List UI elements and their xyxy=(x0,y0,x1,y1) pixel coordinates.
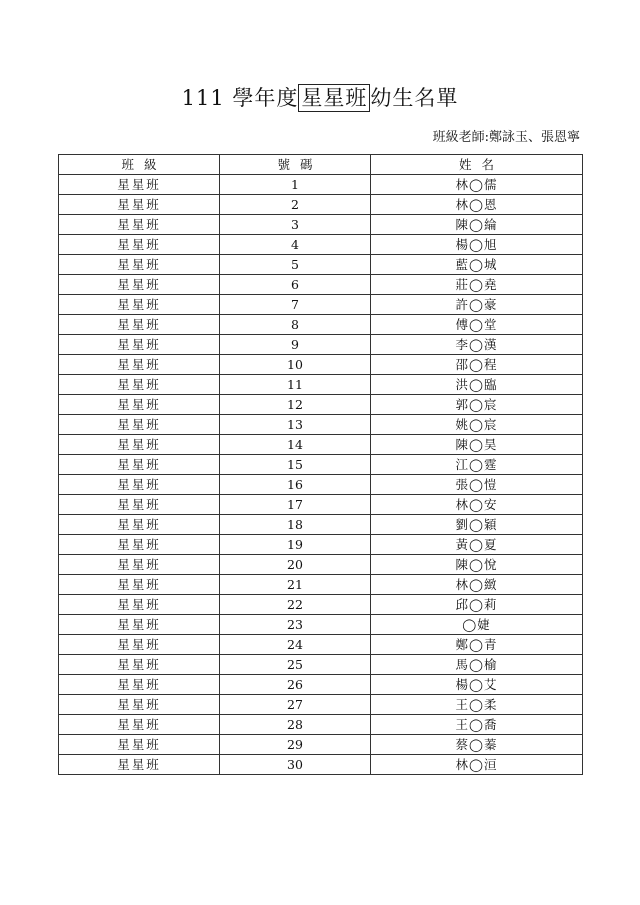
cell-number: 6 xyxy=(220,275,371,295)
table-row xyxy=(59,455,583,475)
cell-number: 17 xyxy=(220,495,371,515)
cell-class: 星星班 xyxy=(59,355,220,375)
cell-class: 星星班 xyxy=(59,715,220,735)
cell-name: 林◯洹 xyxy=(371,755,583,775)
table-row xyxy=(59,395,583,415)
table-row xyxy=(59,715,583,735)
cell-class: 星星班 xyxy=(59,235,220,255)
cell-number: 24 xyxy=(220,635,371,655)
cell-name: 張◯愷 xyxy=(371,475,583,495)
cell-number: 5 xyxy=(220,255,371,275)
table-row xyxy=(59,235,583,255)
cell-number: 3 xyxy=(220,215,371,235)
cell-class: 星星班 xyxy=(59,495,220,515)
cell-class: 星星班 xyxy=(59,735,220,755)
cell-class: 星星班 xyxy=(59,255,220,275)
cell-number: 9 xyxy=(220,335,371,355)
header-name: 姓名 xyxy=(371,155,583,175)
cell-name: 陳◯悅 xyxy=(371,555,583,575)
table-row xyxy=(59,295,583,315)
cell-class: 星星班 xyxy=(59,275,220,295)
cell-name: 王◯柔 xyxy=(371,695,583,715)
cell-number: 4 xyxy=(220,235,371,255)
cell-number: 2 xyxy=(220,195,371,215)
cell-number: 14 xyxy=(220,435,371,455)
teacher-line: 班級老師:鄭詠玉、張恩寧 xyxy=(432,130,580,145)
cell-name: ◯婕 xyxy=(371,615,583,635)
cell-class: 星星班 xyxy=(59,635,220,655)
cell-name: 林◯恩 xyxy=(371,195,583,215)
cell-name: 楊◯旭 xyxy=(371,235,583,255)
cell-number: 21 xyxy=(220,575,371,595)
cell-name: 姚◯宸 xyxy=(371,415,583,435)
cell-name: 陳◯昊 xyxy=(371,435,583,455)
cell-name: 邱◯莉 xyxy=(371,595,583,615)
table-row xyxy=(59,555,583,575)
cell-number: 29 xyxy=(220,735,371,755)
cell-number: 19 xyxy=(220,535,371,555)
table-row xyxy=(59,615,583,635)
table-row xyxy=(59,355,583,375)
cell-number: 27 xyxy=(220,695,371,715)
title-class-name: 星星班 xyxy=(298,84,370,112)
cell-name: 林◯安 xyxy=(371,495,583,515)
table-row xyxy=(59,675,583,695)
table-body xyxy=(59,175,583,775)
cell-class: 星星班 xyxy=(59,655,220,675)
table-row xyxy=(59,475,583,495)
cell-name: 李◯漢 xyxy=(371,335,583,355)
cell-name: 莊◯堯 xyxy=(371,275,583,295)
cell-name: 傅◯堂 xyxy=(371,315,583,335)
table-row xyxy=(59,635,583,655)
table-row xyxy=(59,415,583,435)
cell-class: 星星班 xyxy=(59,375,220,395)
cell-name: 王◯喬 xyxy=(371,715,583,735)
cell-class: 星星班 xyxy=(59,615,220,635)
cell-number: 10 xyxy=(220,355,371,375)
cell-class: 星星班 xyxy=(59,755,220,775)
cell-class: 星星班 xyxy=(59,335,220,355)
title-prefix: 111 學年度 xyxy=(181,86,299,110)
cell-number: 28 xyxy=(220,715,371,735)
cell-name: 藍◯城 xyxy=(371,255,583,275)
table-row xyxy=(59,735,583,755)
table-row xyxy=(59,595,583,615)
table-row xyxy=(59,695,583,715)
cell-class: 星星班 xyxy=(59,555,220,575)
table-row xyxy=(59,575,583,595)
cell-number: 15 xyxy=(220,455,371,475)
cell-class: 星星班 xyxy=(59,315,220,335)
cell-class: 星星班 xyxy=(59,195,220,215)
cell-name: 馬◯榆 xyxy=(371,655,583,675)
cell-number: 23 xyxy=(220,615,371,635)
table-row xyxy=(59,375,583,395)
table-row xyxy=(59,755,583,775)
cell-class: 星星班 xyxy=(59,435,220,455)
table-row xyxy=(59,215,583,235)
table-row xyxy=(59,195,583,215)
cell-class: 星星班 xyxy=(59,475,220,495)
cell-name: 林◯緻 xyxy=(371,575,583,595)
header-class: 班級 xyxy=(59,155,220,175)
cell-number: 7 xyxy=(220,295,371,315)
cell-name: 江◯霆 xyxy=(371,455,583,475)
table-row xyxy=(59,435,583,455)
cell-number: 12 xyxy=(220,395,371,415)
cell-name: 楊◯艾 xyxy=(371,675,583,695)
cell-name: 郭◯宸 xyxy=(371,395,583,415)
cell-name: 蔡◯蓁 xyxy=(371,735,583,755)
table-row xyxy=(59,315,583,335)
cell-name: 鄭◯青 xyxy=(371,635,583,655)
cell-class: 星星班 xyxy=(59,695,220,715)
cell-name: 洪◯臨 xyxy=(371,375,583,395)
cell-number: 26 xyxy=(220,675,371,695)
table-row xyxy=(59,515,583,535)
cell-number: 16 xyxy=(220,475,371,495)
cell-number: 11 xyxy=(220,375,371,395)
table-row xyxy=(59,495,583,515)
cell-class: 星星班 xyxy=(59,455,220,475)
cell-class: 星星班 xyxy=(59,535,220,555)
cell-number: 1 xyxy=(220,175,371,195)
cell-class: 星星班 xyxy=(59,575,220,595)
table-header-row xyxy=(59,155,583,175)
cell-class: 星星班 xyxy=(59,595,220,615)
cell-name: 黃◯夏 xyxy=(371,535,583,555)
table-row xyxy=(59,175,583,195)
cell-class: 星星班 xyxy=(59,675,220,695)
header-number: 號碼 xyxy=(220,155,371,175)
cell-class: 星星班 xyxy=(59,515,220,535)
title-suffix: 幼生名單 xyxy=(370,86,459,110)
student-roster-table xyxy=(58,154,583,775)
cell-number: 22 xyxy=(220,595,371,615)
cell-number: 20 xyxy=(220,555,371,575)
table-row xyxy=(59,275,583,295)
cell-name: 劉◯穎 xyxy=(371,515,583,535)
cell-class: 星星班 xyxy=(59,395,220,415)
cell-name: 許◯豪 xyxy=(371,295,583,315)
document-title xyxy=(0,82,640,112)
cell-name: 陳◯綸 xyxy=(371,215,583,235)
cell-number: 30 xyxy=(220,755,371,775)
table-row xyxy=(59,255,583,275)
cell-number: 8 xyxy=(220,315,371,335)
cell-number: 13 xyxy=(220,415,371,435)
cell-class: 星星班 xyxy=(59,175,220,195)
cell-name: 邵◯程 xyxy=(371,355,583,375)
cell-name: 林◯儒 xyxy=(371,175,583,195)
table-row xyxy=(59,655,583,675)
cell-class: 星星班 xyxy=(59,415,220,435)
cell-class: 星星班 xyxy=(59,215,220,235)
table-row xyxy=(59,335,583,355)
cell-number: 18 xyxy=(220,515,371,535)
cell-number: 25 xyxy=(220,655,371,675)
cell-class: 星星班 xyxy=(59,295,220,315)
table-row xyxy=(59,535,583,555)
